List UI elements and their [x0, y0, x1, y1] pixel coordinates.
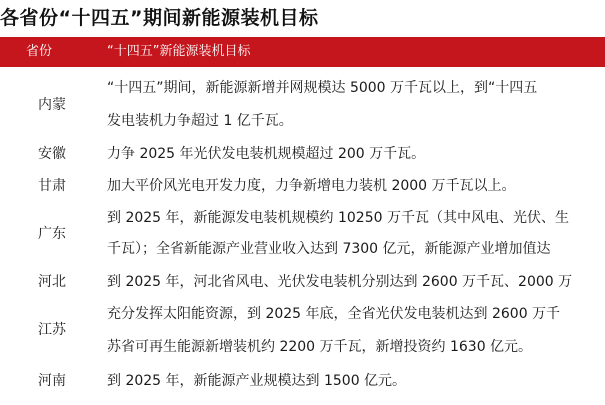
target-line: 发电装机力争超过 1 亿千瓦。 — [107, 113, 293, 129]
province-cell: 安徽 — [38, 146, 66, 162]
target-line: 到 2025 年，新能源产业规模达到 1500 亿元。 — [107, 373, 407, 389]
province-cell: 江苏 — [38, 322, 66, 338]
target-line: 充分发挥太阳能资源，到 2025 年底，全省光伏发电装机达到 2600 万千 — [107, 306, 561, 322]
table-header — [0, 37, 605, 67]
target-line: 苏省可再生能源新增装机约 2200 万千瓦，新增投资约 1630 亿元。 — [107, 339, 533, 355]
province-cell: 河南 — [38, 373, 66, 389]
table-row — [0, 363, 605, 397]
table-row — [0, 170, 605, 202]
table-row — [0, 72, 605, 138]
table-row — [0, 297, 605, 363]
table-row — [0, 266, 605, 297]
target-line: 千瓦）；全省新能源产业营业收入达到 7300 亿元，新能源产业增加值达 — [107, 241, 551, 257]
header-target: “十四五”新能源装机目标 — [107, 44, 251, 59]
target-line: 到 2025 年，新能源发电装机规模约 10250 万千瓦（其中风电、光伏、生 — [107, 210, 569, 226]
province-cell: 甘肃 — [38, 178, 66, 194]
province-cell: 河北 — [38, 274, 66, 290]
table-row — [0, 138, 605, 170]
target-line: 加大平价风光电开发力度，力争新增电力装机 2000 万千瓦以上。 — [107, 178, 516, 194]
page-title: 各省份“十四五”期间新能源装机目标 — [0, 7, 319, 29]
province-cell: 广东 — [38, 226, 66, 242]
target-line: 到 2025 年，河北省风电、光伏发电装机分别达到 2600 万千瓦、2000 万 — [107, 274, 573, 290]
province-cell: 内蒙 — [38, 97, 66, 113]
header-province: 省份 — [26, 44, 53, 59]
table-row — [0, 202, 605, 266]
target-line: 力争 2025 年光伏发电装机规模超过 200 万千瓦。 — [107, 146, 426, 162]
target-line: “十四五”期间，新能源新增并网规模达 5000 万千瓦以上，到“十四五 — [107, 80, 538, 96]
